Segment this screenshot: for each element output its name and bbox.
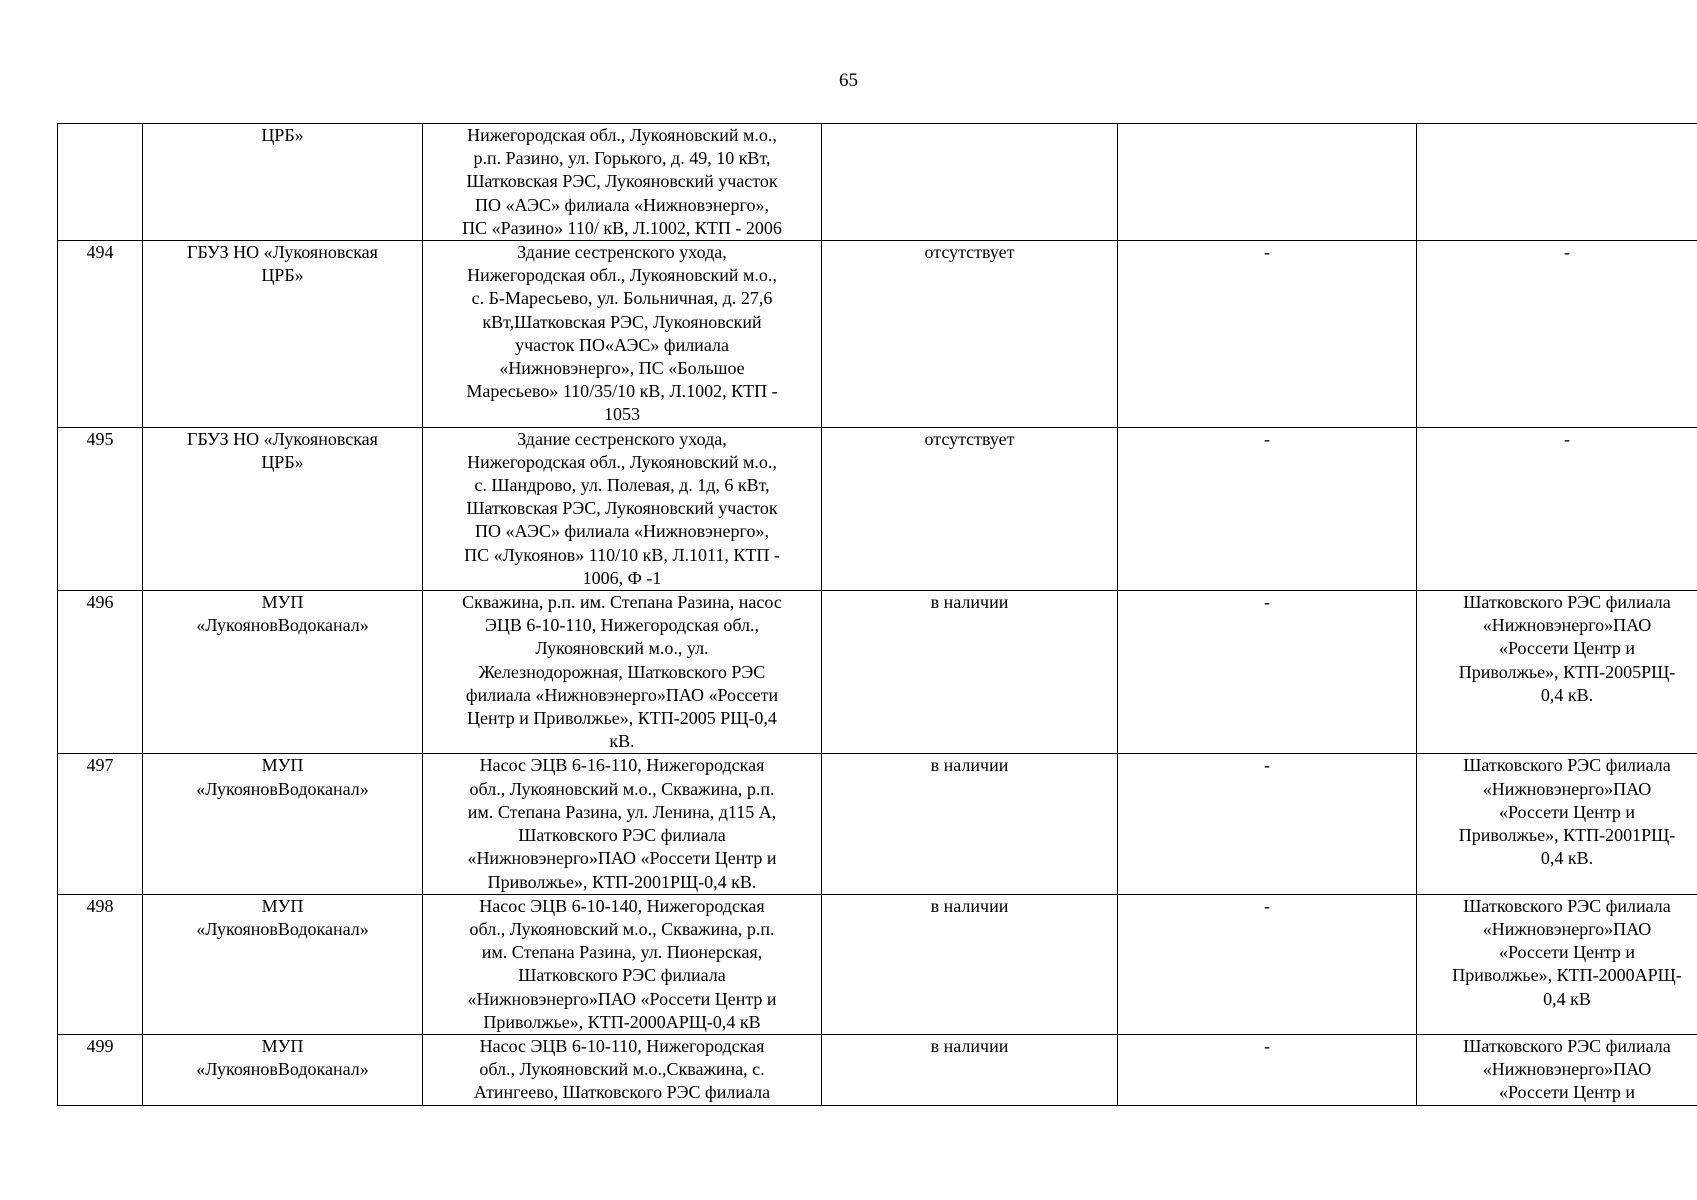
- page-number: 65: [839, 70, 858, 91]
- cell-text-line: ПС «Лукоянов» 110/10 кВ, Л.1011, КТП -: [464, 544, 780, 565]
- status-cell: [822, 591, 1118, 754]
- row-number-cell: [58, 427, 143, 590]
- registry-table: [57, 123, 1697, 1106]
- cell-text-line: ПО «АЭС» филиала «Нижновэнерго»,: [475, 194, 769, 215]
- cell-text-line: 0,4 кВ.: [1540, 684, 1594, 705]
- cell-text-line: Шатковская РЭС, Лукояновский участок: [466, 171, 778, 192]
- cell-text-line: 497: [86, 755, 114, 776]
- cell-text-line: «Нижновэнерго»ПАО: [1482, 615, 1652, 636]
- cell-text-line: «ЛукояновВодоканал»: [196, 615, 369, 636]
- cell-text-line: -: [1264, 1035, 1270, 1056]
- cell-text-line: «Россети Центр и: [1498, 1082, 1636, 1103]
- row-number-cell: [58, 591, 143, 754]
- column-5-cell: [1118, 591, 1417, 754]
- cell-text-line: ЦРБ»: [261, 125, 304, 145]
- cell-text-line: им. Степана Разина, ул. Ленина, д115 А,: [467, 801, 777, 822]
- cell-text-line: Здание сестренского ухода,: [517, 242, 727, 263]
- network-organization-cell: [1417, 591, 1697, 754]
- row-number-cell: [58, 1034, 143, 1105]
- cell-text-line: -: [1264, 592, 1270, 613]
- object-description-cell: [423, 591, 822, 754]
- cell-text-line: МУП: [261, 1035, 304, 1056]
- cell-text-line: ЦРБ»: [261, 451, 304, 472]
- cell-text-line: им. Степана Разина, ул. Пионерская,: [481, 942, 763, 963]
- status-cell: [822, 427, 1118, 590]
- column-5-cell: [1118, 1034, 1417, 1105]
- cell-text-line: ЦРБ»: [261, 265, 304, 286]
- table-row: [58, 894, 1697, 1034]
- object-description-cell: [423, 1034, 822, 1105]
- cell-text-line: «Россети Центр и: [1498, 942, 1636, 963]
- cell-text-line: Насос ЭЦВ 6-16-110, Нижегородская: [479, 755, 765, 776]
- cell-text-line: Шатковского РЭС филиала: [1463, 592, 1671, 613]
- status-cell: [822, 894, 1118, 1034]
- cell-text-line: ГБУЗ НО «Лукояновская: [187, 428, 378, 449]
- cell-text-line: ГБУЗ НО «Лукояновская: [187, 242, 378, 263]
- cell-text-line: Атингеево, Шатковского РЭС филиала: [473, 1082, 771, 1103]
- cell-text-line: Приволжье», КТП-2001РЩ-0,4 кВ.: [487, 871, 757, 892]
- cell-text-line: «Нижновэнерго», ПС «Большое: [499, 358, 745, 379]
- cell-text-line: Шатковского РЭС филиала: [1463, 1035, 1671, 1056]
- cell-text-line: «ЛукояновВодоканал»: [196, 778, 369, 799]
- network-organization-cell: [1417, 894, 1697, 1034]
- cell-text-line: ПС «Разино» 110/ кВ, Л.1002, КТП - 2006: [462, 217, 782, 238]
- table-row: [58, 124, 1697, 241]
- cell-text-line: Маресьево» 110/35/10 кВ, Л.1002, КТП -: [466, 381, 778, 402]
- cell-text-line: «Нижновэнерго»ПАО: [1482, 918, 1652, 939]
- cell-text-line: Нижегородская обл., Лукояновский м.о.,: [467, 265, 777, 286]
- cell-text-line: 1006, Ф -1: [582, 567, 662, 588]
- cell-text-line: Железнодорожная, Шатковского РЭС: [478, 661, 766, 682]
- cell-text-line: Приволжье», КТП-2001РЩ-: [1458, 825, 1676, 846]
- network-organization-cell: [1417, 427, 1697, 590]
- cell-text-line: -: [1264, 242, 1270, 263]
- column-5-cell: [1118, 241, 1417, 428]
- cell-text-line: обл., Лукояновский м.о.,Скважина, с.: [479, 1059, 765, 1080]
- column-5-cell: [1118, 124, 1417, 241]
- row-number-cell: [58, 894, 143, 1034]
- object-description-cell: [423, 427, 822, 590]
- cell-text-line: Приволжье», КТП-2000АРЩ-0,4 кВ: [483, 1011, 761, 1032]
- cell-text-line: Шатковского РЭС филиала: [1463, 895, 1671, 916]
- status-cell: [822, 124, 1118, 241]
- cell-text-line: 496: [86, 592, 114, 613]
- owner-cell: [143, 1034, 423, 1105]
- cell-text-line: 0,4 кВ.: [1540, 848, 1594, 869]
- cell-text-line: -: [1264, 895, 1270, 916]
- cell-text-line: -: [1264, 755, 1270, 776]
- cell-text-line: 0,4 кВ: [1543, 988, 1591, 1009]
- cell-text-line: обл., Лукояновский м.о., Скважина, р.п.: [469, 918, 775, 939]
- cell-text-line: отсутствует: [924, 428, 1015, 449]
- cell-text-line: филиала «Нижновэнерго»ПАО «Россети: [465, 684, 779, 705]
- cell-text-line: кВт,Шатковская РЭС, Лукояновский: [482, 311, 762, 332]
- cell-text-line: Приволжье», КТП-2005РЩ-: [1458, 661, 1676, 682]
- cell-text-line: с. Б-Маресьево, ул. Больничная, д. 27,6: [471, 288, 773, 309]
- status-cell: [822, 754, 1118, 894]
- cell-text-line: Насос ЭЦВ 6-10-110, Нижегородская: [479, 1035, 765, 1056]
- table-row: [58, 591, 1697, 754]
- row-number-cell: [58, 754, 143, 894]
- row-number-cell: [58, 241, 143, 428]
- cell-text-line: Нижегородская обл., Лукояновский м.о.,: [467, 451, 777, 472]
- cell-text-line: «ЛукояновВодоканал»: [196, 1059, 369, 1080]
- cell-text-line: в наличии: [930, 895, 1009, 916]
- cell-text-line: 495: [86, 428, 114, 449]
- cell-text-line: ЭЦВ 6-10-110, Нижегородская обл.,: [484, 615, 760, 636]
- cell-text-line: Центр и Приволжье», КТП-2005 РЩ-0,4: [467, 708, 777, 729]
- cell-text-line: Нижегородская обл., Лукояновский м.о.,: [467, 125, 777, 145]
- column-5-cell: [1118, 754, 1417, 894]
- owner-cell: [143, 427, 423, 590]
- cell-text-line: Шатковского РЭС филиала: [1463, 755, 1671, 776]
- cell-text-line: «Россети Центр и: [1498, 638, 1636, 659]
- cell-text-line: 499: [86, 1035, 114, 1056]
- cell-text-line: Скважина, р.п. им. Степана Разина, насос: [462, 592, 782, 613]
- status-cell: [822, 241, 1118, 428]
- owner-cell: [143, 754, 423, 894]
- object-description-cell: [423, 241, 822, 428]
- cell-text-line: -: [1564, 242, 1570, 263]
- object-description-cell: [423, 894, 822, 1034]
- cell-text-line: Здание сестренского ухода,: [517, 428, 727, 449]
- cell-text-line: 494: [86, 242, 114, 263]
- cell-text-line: отсутствует: [924, 242, 1015, 263]
- cell-text-line: 1053: [604, 404, 640, 425]
- cell-text-line: в наличии: [930, 755, 1009, 776]
- cell-text-line: МУП: [261, 755, 304, 776]
- table-row: [58, 241, 1697, 428]
- cell-text-line: Шатковского РЭС филиала: [518, 965, 726, 986]
- owner-cell: [143, 124, 423, 241]
- cell-text-line: Приволжье», КТП-2000АРЩ-: [1452, 965, 1682, 986]
- row-number-cell: [58, 124, 143, 241]
- column-5-cell: [1118, 427, 1417, 590]
- object-description-cell: [423, 124, 822, 241]
- table-row: [58, 1034, 1697, 1105]
- cell-text-line: кВ.: [609, 731, 635, 752]
- cell-text-line: «Россети Центр и: [1498, 801, 1636, 822]
- cell-text-line: Лукояновский м.о., ул.: [535, 638, 709, 659]
- cell-text-line: «Нижновэнерго»ПАО: [1482, 778, 1652, 799]
- table-row: [58, 754, 1697, 894]
- table-row: [58, 427, 1697, 590]
- cell-text-line: МУП: [261, 895, 304, 916]
- cell-text-line: -: [1564, 428, 1570, 449]
- cell-text-line: -: [1264, 428, 1270, 449]
- status-cell: [822, 1034, 1118, 1105]
- owner-cell: [143, 591, 423, 754]
- object-description-cell: [423, 754, 822, 894]
- cell-text-line: в наличии: [930, 592, 1009, 613]
- cell-text-line: МУП: [261, 592, 304, 613]
- owner-cell: [143, 241, 423, 428]
- cell-text-line: 498: [86, 895, 114, 916]
- network-organization-cell: [1417, 1034, 1697, 1105]
- cell-text-line: обл., Лукояновский м.о., Скважина, р.п.: [469, 778, 775, 799]
- network-organization-cell: [1417, 124, 1697, 241]
- table-body: [58, 124, 1697, 1106]
- cell-text-line: Насос ЭЦВ 6-10-140, Нижегородская: [479, 895, 765, 916]
- cell-text-line: «Нижновэнерго»ПАО: [1482, 1059, 1652, 1080]
- cell-text-line: в наличии: [930, 1035, 1009, 1056]
- cell-text-line: «ЛукояновВодоканал»: [196, 918, 369, 939]
- cell-text-line: участок ПО«АЭС» филиала: [515, 334, 729, 355]
- cell-text-line: ПО «АЭС» филиала «Нижновэнерго»,: [475, 521, 769, 542]
- cell-text-line: «Нижновэнерго»ПАО «Россети Центр и: [467, 988, 777, 1009]
- cell-text-line: Шатковская РЭС, Лукояновский участок: [466, 498, 778, 519]
- cell-text-line: «Нижновэнерго»ПАО «Россети Центр и: [467, 848, 777, 869]
- cell-text-line: р.п. Разино, ул. Горького, д. 49, 10 кВт,: [473, 148, 771, 169]
- network-organization-cell: [1417, 754, 1697, 894]
- column-5-cell: [1118, 894, 1417, 1034]
- cell-text-line: Шатковского РЭС филиала: [518, 825, 726, 846]
- cell-text-line: с. Шандрово, ул. Полевая, д. 1д, 6 кВт,: [474, 475, 770, 496]
- network-organization-cell: [1417, 241, 1697, 428]
- owner-cell: [143, 894, 423, 1034]
